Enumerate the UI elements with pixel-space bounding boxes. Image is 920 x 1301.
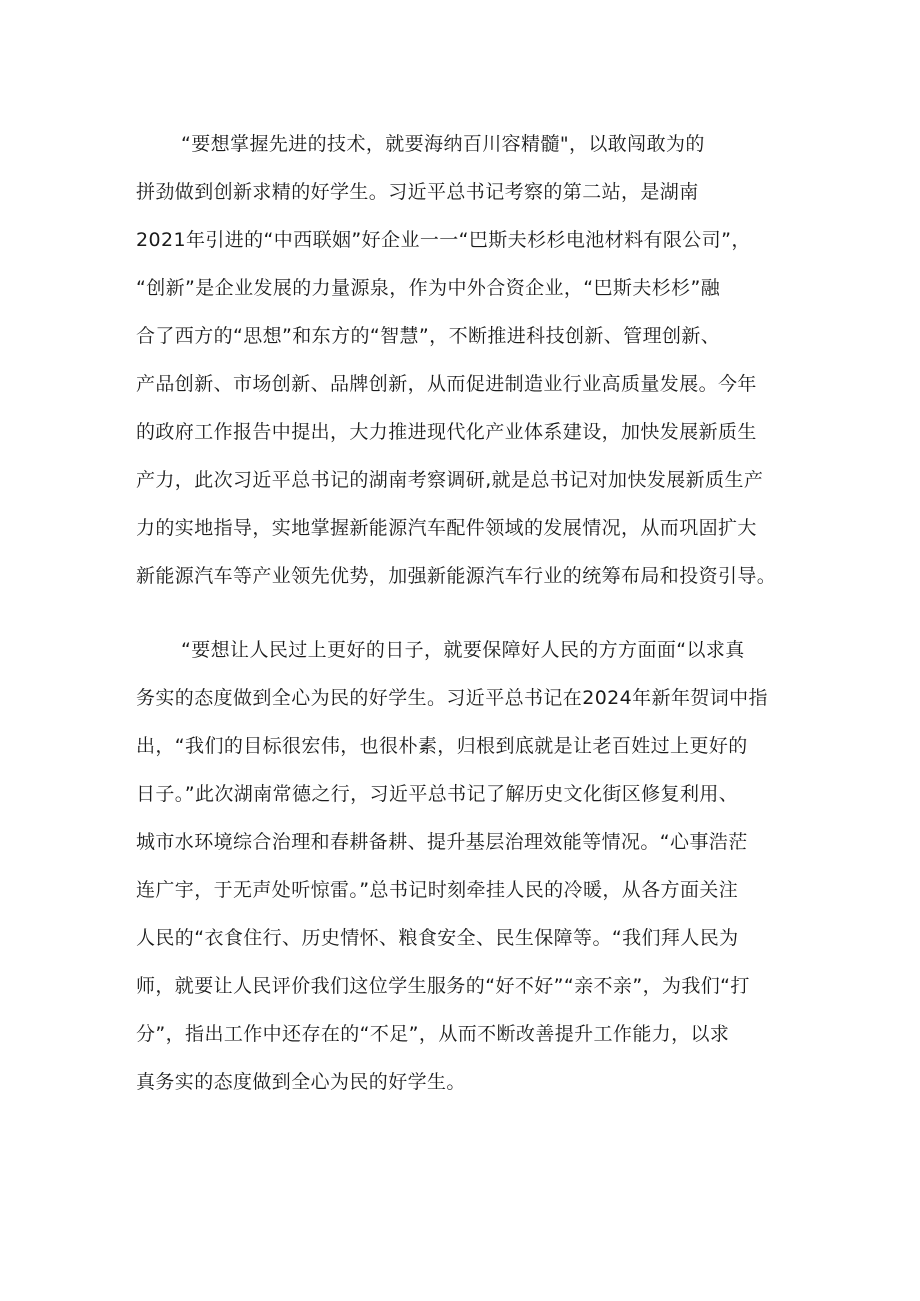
paragraph-2-line-8: 师，就要让人民评价我们这位学生服务的“好不好”“亲不亲”，为我们“打 bbox=[136, 975, 750, 997]
paragraph-2-line-9: 分”，指出工作中还存在的“不足”，从而不断改善提升工作能力，以求 bbox=[136, 1023, 730, 1045]
paragraph-2-line-5: 城市水环境综合治理和春耕备耕、提升基层治理效能等情况。“心事浩茫 bbox=[136, 831, 748, 853]
paragraph-1-line-4: “创新”是企业发展的力量源泉，作为中外合资企业，“巴斯夫杉杉”融 bbox=[136, 277, 721, 299]
paragraph-1-line-6: 产品创新、市场创新、品牌创新，从而促进制造业行业高质量发展。今年 bbox=[136, 373, 757, 395]
paragraph-1-line-8: 产力，此次习近平总书记的湖南考察调研,就是总书记对加快发展新质生产 bbox=[136, 469, 764, 491]
paragraph-1-line-5: 合了西方的“思想”和东方的“智慧”，不断推进科技创新、管理创新、 bbox=[136, 325, 721, 347]
paragraph-1-line-3: 2021年引进的“中西联姻”好企业一一“巴斯夫杉杉电池材料有限公司”， bbox=[136, 229, 751, 251]
paragraph-2-line-3: 出，“我们的目标很宏伟，也很朴素，归根到底就是让老百姓过上更好的 bbox=[136, 735, 748, 757]
paragraph-2-line-2: 务实的态度做到全心为民的好学生。习近平总书记在2024年新年贺词中指 bbox=[136, 687, 768, 709]
paragraph-2-line-10: 真务实的态度做到全心为民的好学生。 bbox=[136, 1071, 466, 1093]
paragraph-2-line-7: 人民的“衣食住行、历史情怀、粮食安全、民生保障等。“我们拜人民为 bbox=[136, 927, 739, 949]
paragraph-1-line-7: 的政府工作报告中提出，大力推进现代化产业体系建设，加快发展新质生 bbox=[136, 421, 757, 443]
paragraph-1-line-9: 力的实地指导，实地掌握新能源汽车配件领域的发展情况，从而巩固扩大 bbox=[136, 517, 757, 539]
paragraph-1-line-10: 新能源汽车等产业领先优势，加强新能源汽车行业的统筹布局和投资引导。 bbox=[136, 565, 777, 587]
paragraph-1-line-1: “要想掌握先进的技术，就要海纳百川容精髓"，以敢闯敢为的 bbox=[181, 133, 705, 155]
paragraph-2-line-1: “要想让人民过上更好的日子，就要保障好人民的方方面面“以求真 bbox=[181, 639, 745, 661]
paragraph-2-line-6: 连广宇，于无声处听惊雷。”总书记时刻牵挂人民的冷暖，从各方面关注 bbox=[136, 879, 739, 901]
paragraph-1-line-2: 拼劲做到创新求精的好学生。习近平总书记考察的第二站，是湖南 bbox=[136, 181, 699, 203]
paragraph-2-line-4: 日子。”此次湖南常德之行，习近平总书记了解历史文化街区修复利用、 bbox=[136, 783, 739, 805]
